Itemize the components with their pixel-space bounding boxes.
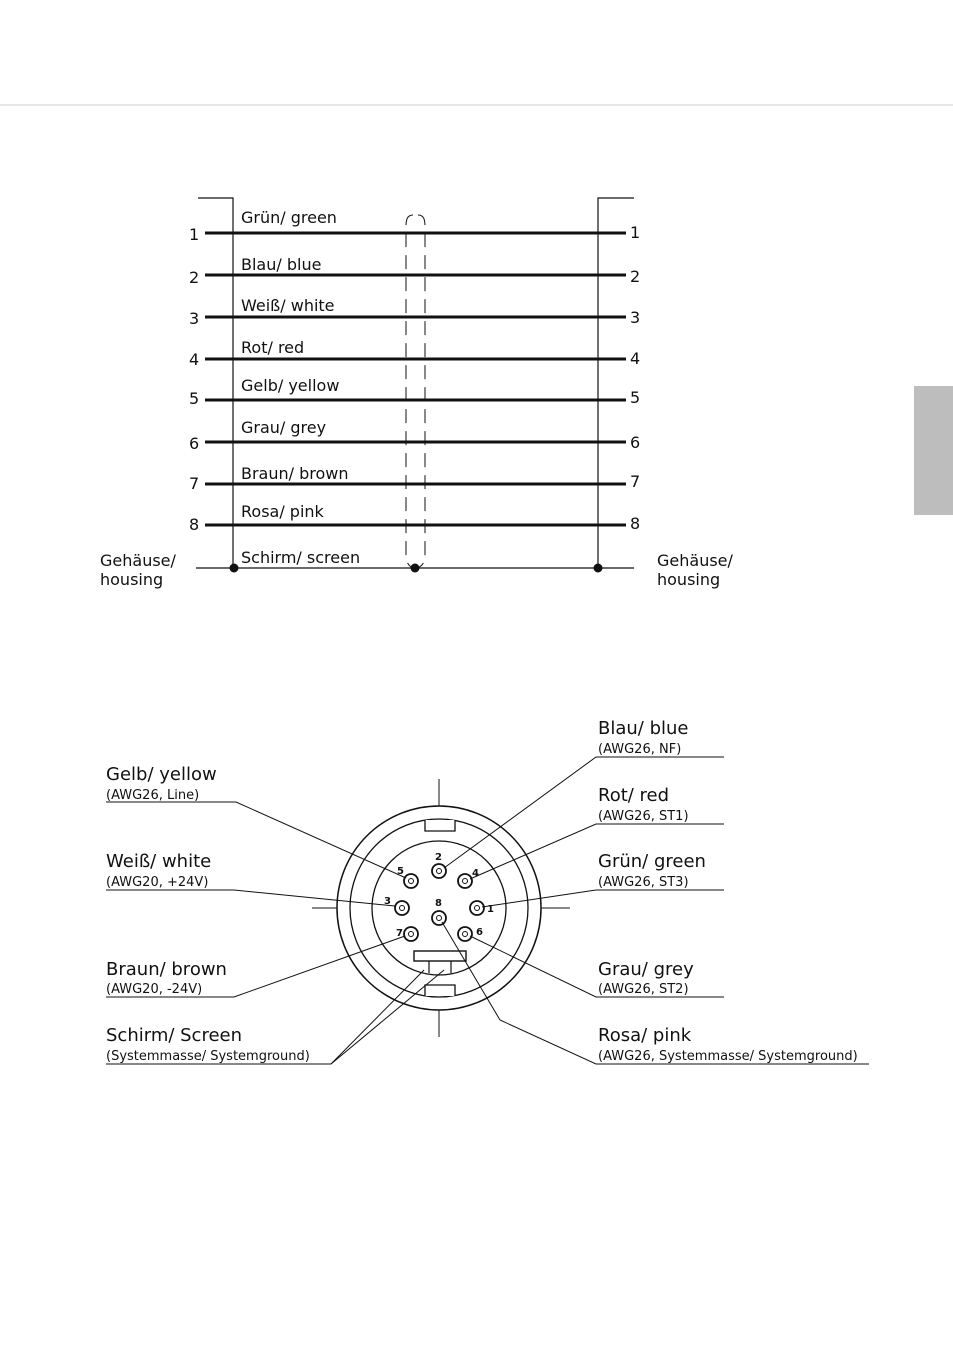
wire-label-6: Grau/ grey [241,418,327,437]
callout-white-sub: (AWG20, +24V) [106,875,209,890]
callout-brown-sub: (AWG20, -24V) [106,982,203,997]
wire-label-4: Rot/ red [241,338,305,357]
right-pin-1: 1 [630,223,641,242]
callout-yellow-sub: (AWG26, Line) [106,788,200,803]
pin-contact-1 [470,901,484,915]
wire-label-8: Rosa/ pink [241,502,324,521]
side-tab [914,386,953,515]
shield-label: Schirm/ screen [241,548,361,567]
callout-yellow-name: Gelb/ yellow [106,764,217,785]
left-pin-5: 5 [189,389,200,408]
shield-junction-left [230,564,239,573]
pin-number-1: 1 [487,904,494,915]
callout-blue-sub: (AWG26, NF) [598,742,682,757]
wire-label-3: Weiß/ white [241,296,335,315]
right-connector-outline [598,198,634,568]
wire-label-1: Grün/ green [241,208,337,227]
right-pin-2: 2 [630,267,641,286]
connector-callouts-left [106,764,310,1064]
housing-label-right-line2: housing [657,570,721,589]
callout-white-name: Weiß/ white [106,851,212,872]
right-pin-6: 6 [630,433,641,452]
housing-label-left-line2: housing [100,570,164,589]
housing-label-right-line1: Gehäuse/ [657,551,733,570]
callout-screen-name: Schirm/ Screen [106,1025,243,1046]
callout-brown-name: Braun/ brown [106,959,227,980]
callout-red-sub: (AWG26, ST1) [598,809,689,824]
pin-contact-6 [458,927,472,941]
left-pin-7: 7 [189,474,200,493]
shield-contact-bar [414,951,466,961]
callout-green-sub: (AWG26, ST3) [598,875,689,890]
callout-grey-sub: (AWG26, ST2) [598,982,689,997]
key-notch-top [425,820,455,831]
pin-number-7: 7 [396,928,403,939]
callout-pink-name: Rosa/ pink [598,1025,692,1046]
wire-label-2: Blau/ blue [241,255,322,274]
callout-pink-sub: (AWG26, Systemmasse/ Systemground) [598,1049,858,1064]
callout-red-name: Rot/ red [598,785,670,806]
left-pin-3: 3 [189,309,200,328]
right-pin-3: 3 [630,308,641,327]
housing-label-left-line1: Gehäuse/ [100,551,176,570]
wire-label-7: Braun/ brown [241,464,349,483]
callout-green-name: Grün/ green [598,851,706,872]
pin-contact-2 [432,864,446,878]
pin-contact-3 [395,901,409,915]
pin-number-3: 3 [384,896,391,907]
pin-contact-7 [404,927,418,941]
key-notch-bottom [425,985,455,996]
left-pin-2: 2 [189,268,200,287]
right-pin-8: 8 [630,514,641,533]
callout-blue-name: Blau/ blue [598,718,689,739]
pin-number-2: 2 [435,852,442,863]
shield-junction-right [594,564,603,573]
callout-screen-sub: (Systemmasse/ Systemground) [106,1049,310,1064]
left-pin-4: 4 [189,350,200,369]
pin-number-8: 8 [435,898,442,909]
wire-label-5: Gelb/ yellow [241,376,340,395]
right-pin-7: 7 [630,472,641,491]
left-connector-outline [198,198,233,568]
pin-contact-5 [404,874,418,888]
pin-number-6: 6 [476,927,483,938]
pin-contact-4 [458,874,472,888]
right-pin-4: 4 [630,349,641,368]
shield-junction-middle [411,564,420,573]
shield-tube-left [406,215,415,568]
connector-callouts-right [598,718,858,1064]
callout-grey-name: Grau/ grey [598,959,694,980]
pin-number-4: 4 [472,868,479,879]
left-pin-6: 6 [189,434,200,453]
pin-number-5: 5 [397,866,404,877]
shield-tube-right [415,215,425,568]
left-pin-8: 8 [189,515,200,534]
pin-contact-8 [432,911,446,925]
left-pin-1: 1 [189,225,200,244]
right-pin-5: 5 [630,388,641,407]
